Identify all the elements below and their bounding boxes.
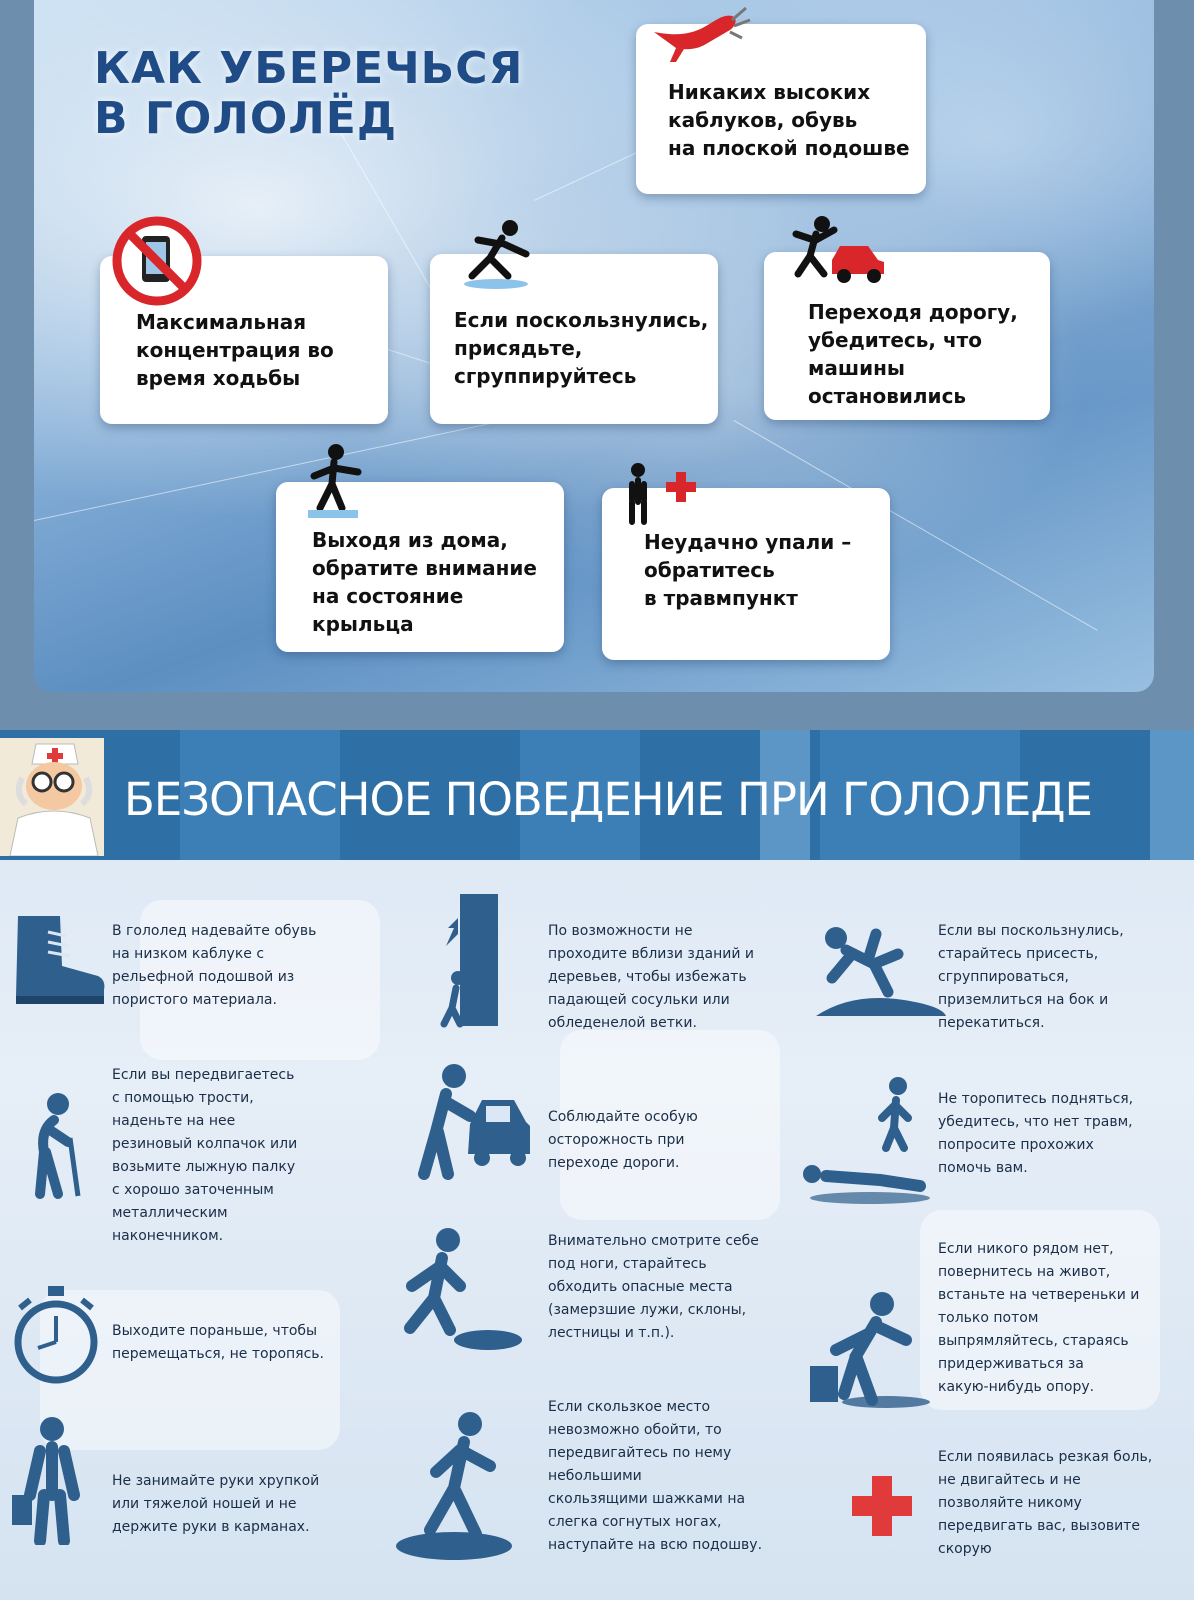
person-getting-up-icon bbox=[806, 1290, 936, 1410]
boot-icon bbox=[8, 912, 108, 1006]
tip-sliding-steps: Если скользкое место невозможно обойти, то передвигайтесь по нему небольшими скользящими шажками на слегка согнутых ногах, наступайте на всю подошву. bbox=[548, 1399, 763, 1553]
tip-dont-rush: Не торопитесь подняться, убедитесь, что нет травм, попросите прохожих помочь вам. bbox=[938, 1091, 1134, 1176]
tip-card-text: Максимальная концентрация во время ходьбы bbox=[136, 310, 334, 390]
person-near-car-icon bbox=[410, 1062, 534, 1182]
person-with-bag-icon bbox=[10, 1415, 94, 1545]
icicle-building-icon bbox=[440, 894, 510, 1034]
tip-card-text: Переходя дорогу, убедитесь, что машины остановились bbox=[808, 300, 1018, 408]
ice-safety-poster bbox=[34, 0, 1154, 692]
medical-cross-icon bbox=[852, 1476, 912, 1536]
tip-sharp-pain: Если появилась резкая боль, не двигайтесь и не позволяйте никому передвигать вас, вызовите скорую bbox=[938, 1449, 1153, 1557]
walking-around-puddle-icon bbox=[396, 1226, 526, 1356]
person-lying-helper-icon bbox=[800, 1076, 940, 1206]
tip-card-text: Если поскользнулись, присядьте, сгруппируйтесь bbox=[454, 308, 709, 388]
stopwatch-icon bbox=[10, 1286, 102, 1386]
title-banner bbox=[0, 730, 1194, 860]
doctor-mascot-icon bbox=[0, 738, 104, 856]
tip-card-crossing bbox=[764, 252, 1050, 420]
high-heel-shoe-icon bbox=[646, 4, 756, 64]
poster-title: БЕЗОПАСНОЕ ПОВЕДЕНИЕ ПРИ ГОЛОЛЕДЕ bbox=[124, 773, 1092, 826]
tip-card-concentration bbox=[100, 256, 388, 424]
tip-road-crossing: Соблюдайте особую осторожность при переходе дороги. bbox=[548, 1109, 698, 1171]
tip-watch-step: Внимательно смотрите себе под ноги, старайтесь обходить опасные места (замерзшие лужи, склоны, лестницы и т.п.). bbox=[548, 1233, 759, 1341]
slipping-person-icon bbox=[450, 214, 540, 294]
tip-card-slipped bbox=[430, 254, 718, 424]
tip-footwear: В гололед надевайте обувь на низком каблуке с рельефной подошвой из пористого материала. bbox=[112, 923, 317, 1008]
pedestrian-car-icon bbox=[782, 212, 892, 292]
no-phone-icon bbox=[112, 216, 202, 306]
tip-card-text: Неудачно упали – обратитесь в травмпункт bbox=[644, 530, 852, 610]
tip-card-porch bbox=[276, 482, 564, 652]
medical-cross-icon bbox=[620, 460, 700, 530]
tip-icicles: По возможности не проходите вблизи зданий и деревьев, чтобы избежать падающей сосульки или обледенелой ветки. bbox=[548, 923, 754, 1031]
tip-card-trauma bbox=[602, 488, 890, 660]
tip-hands-free: Не занимайте руки хрупкой или тяжелой ношей и не держите руки в карманах. bbox=[112, 1473, 320, 1535]
falling-person-icon bbox=[812, 920, 952, 1030]
tip-card-no-heels bbox=[636, 24, 926, 194]
person-with-cane-icon bbox=[18, 1090, 88, 1200]
tip-leave-early: Выходите пораньше, чтобы перемещаться, не торопясь. bbox=[112, 1323, 324, 1362]
tip-get-up: Если никого рядом нет, повернитесь на живот, встаньте на четвереньки и только потом выпрямляйтесь, стараясь придерживаться за какую-нибудь опору. bbox=[938, 1241, 1140, 1395]
tip-cane: Если вы передвигаетесь с помощью трости, наденьте на нее резиновый колпачок или возьмите лыжную палку с хорошо заточенным металлическим наконечником. bbox=[112, 1067, 298, 1244]
tip-if-slipped: Если вы поскользнулись, старайтесь присесть, сгруппироваться, приземлиться на бок и перекатиться. bbox=[938, 923, 1124, 1031]
tip-card-text: Никаких высоких каблуков, обувь на плоской подошве bbox=[668, 80, 910, 160]
tip-card-text: Выходя из дома, обратите внимание на состояние крыльца bbox=[312, 528, 537, 636]
poster-title: КАК УБЕРЕЧЬСЯ В ГОЛОЛЁД bbox=[94, 43, 524, 144]
person-on-porch-icon bbox=[294, 442, 374, 522]
safe-behavior-poster bbox=[0, 730, 1194, 1600]
sliding-steps-icon bbox=[390, 1410, 530, 1570]
